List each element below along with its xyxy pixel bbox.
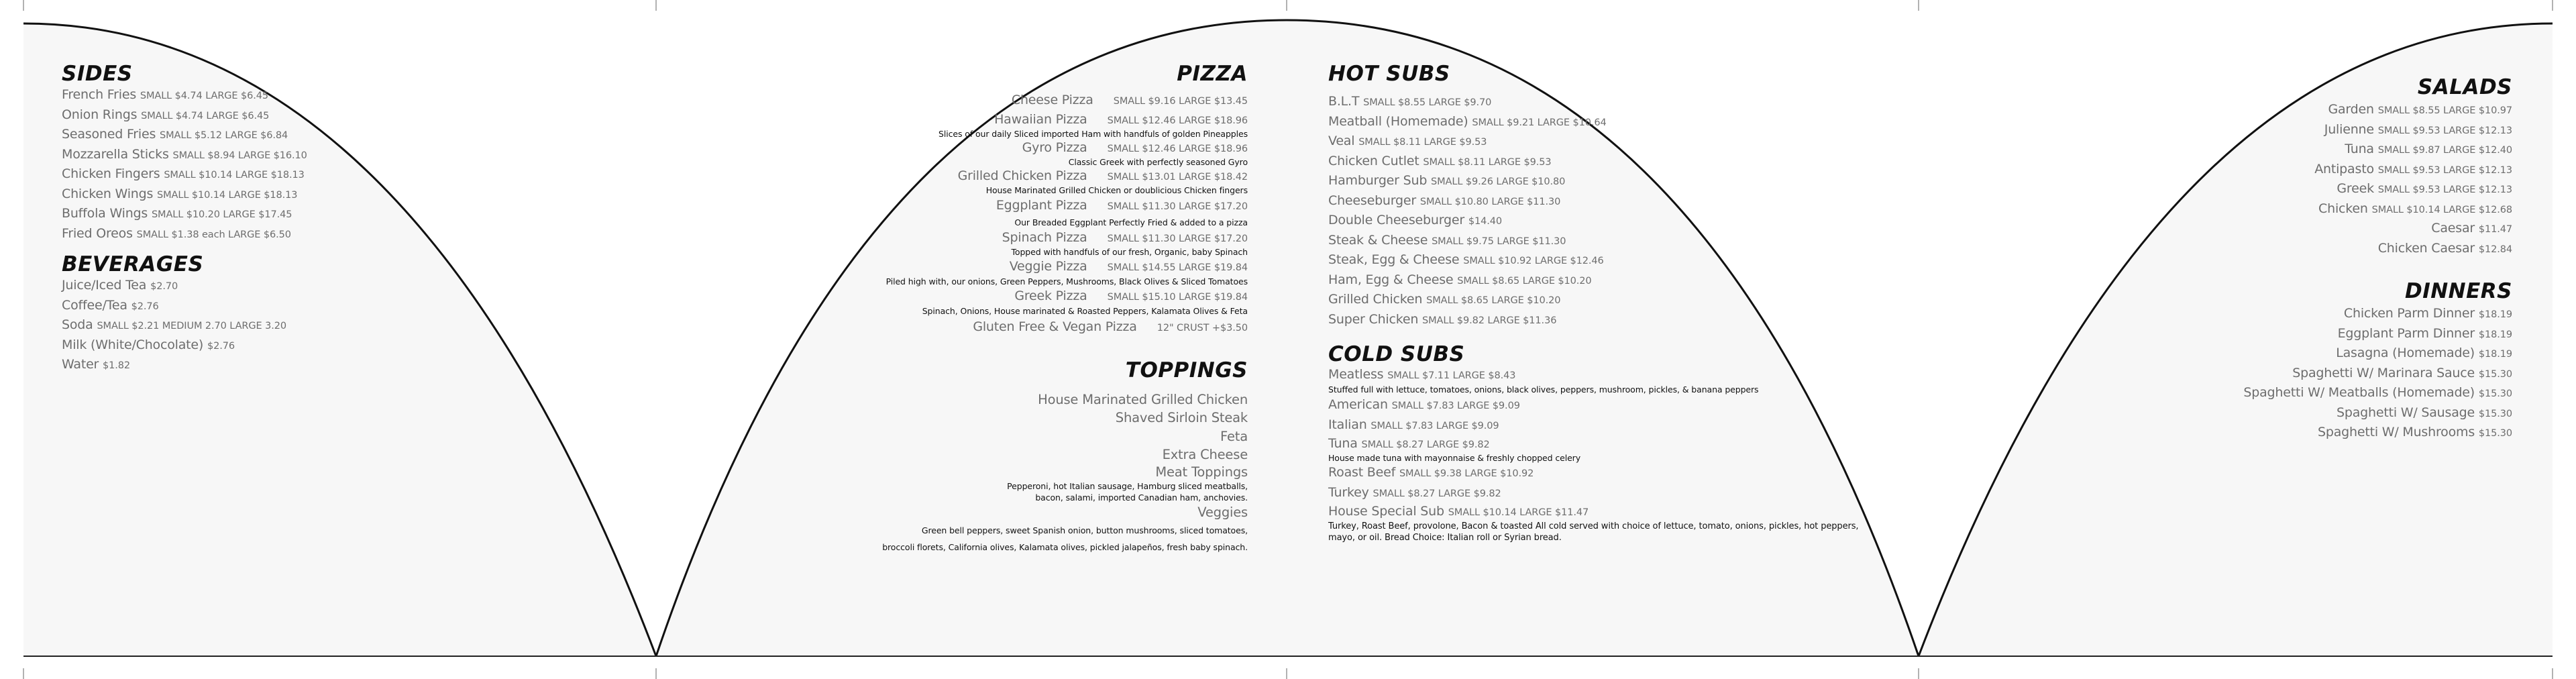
menu-item: Super Chicken SMALL $9.82 LARGE $11.36: [1328, 311, 1557, 327]
salads-heading: SALADS: [2417, 75, 2512, 99]
subs-section: [1328, 62, 1878, 543]
item-description: Our Breaded Eggplant Perfectly Fried & added to a pizza: [1014, 217, 1248, 227]
menu-item: Garden SMALL $8.55 LARGE $10.97: [2328, 102, 2512, 117]
menu-item: Soda SMALL $2.21 MEDIUM 2.70 LARGE 3.20: [62, 317, 286, 332]
item-description: Classic Greek with perfectly seasoned Gyro: [1068, 156, 1248, 167]
item-description: Stuffed full with lettuce, tomatoes, onions, black olives, peppers, mushroom, pickles, & banana peppers: [1328, 384, 1759, 395]
menu-item: Grilled Chicken Pizza SMALL $13.01 LARGE $18.42: [957, 168, 1248, 183]
item-description: House Marinated Grilled Chicken or doublicious Chicken fingers: [985, 185, 1248, 195]
sides-list: [62, 86, 307, 244]
menu-item: Roast Beef SMALL $9.38 LARGE $10.92: [1328, 465, 1534, 480]
menu-item: Chicken Cutlet SMALL $8.11 LARGE $9.53: [1328, 153, 1552, 168]
salads-section: [2083, 75, 2512, 443]
menu-item: Meatball (Homemade) SMALL $9.21 LARGE $10.64: [1328, 113, 1607, 129]
menu-item: Antipasto SMALL $9.53 LARGE $12.13: [2314, 161, 2512, 176]
item-description: Slices of our daily Sliced imported Ham with handfuls of golden Pineapples: [938, 128, 1248, 139]
menu-item: Spaghetti W/ Meatballs (Homemade) $15.30: [2243, 385, 2512, 400]
menu-item: Spaghetti W/ Sausage $15.30: [2336, 405, 2512, 420]
topping-description: Green bell peppers, sweet Spanish onion, button mushrooms, sliced tomatoes, broccoli florets, California olives, Kalamata olives, pickled jalapeños, fresh baby spinach.: [882, 525, 1248, 552]
menu-item: Turkey SMALL $8.27 LARGE $9.82: [1328, 484, 1501, 500]
menu-item: Fried Oreos SMALL $1.38 each LARGE $6.50: [62, 225, 291, 241]
item-description: Topped with handfuls of our fresh, Organic, baby Spinach: [1011, 246, 1248, 257]
menu-item: Italian SMALL $7.83 LARGE $9.09: [1328, 417, 1499, 432]
beverages-list: [62, 276, 307, 376]
menu-item: House Special Sub SMALL $10.14 LARGE $11.47: [1328, 504, 1589, 519]
cold-subs-footnote: Turkey, Roast Beef, provolone, Bacon & toasted All cold served with choice of lettuce, tomato, onions, pickles, hot peppers, mayo, or oil. Bread Choice: Italian roll or Syrian bread.: [1328, 521, 1859, 543]
topping-item: Shaved Sirloin Steak: [1115, 410, 1248, 425]
menu-item: Greek SMALL $9.53 LARGE $12.13: [2337, 181, 2512, 196]
menu-item: Double Cheeseburger $14.40: [1328, 213, 1502, 227]
menu-item: Tuna SMALL $8.27 LARGE $9.82: [1328, 436, 1490, 451]
menu-item: Mozzarella Sticks SMALL $8.94 LARGE $16.10: [62, 146, 307, 162]
item-description: House made tuna with mayonnaise & freshly chopped celery: [1328, 453, 1581, 463]
sides-section: [62, 62, 307, 376]
pizza-section: [751, 62, 1248, 556]
hot-subs-heading: HOT SUBS: [1328, 62, 1450, 86]
topping-description: Pepperoni, hot Italian sausage, Hamburg sliced meatballs, bacon, salami, imported Canadian ham, anchovies.: [1007, 480, 1248, 503]
menu-item: Gluten Free & Vegan Pizza 12" CRUST +$3.50: [973, 319, 1248, 334]
sides-heading: SIDES: [62, 62, 133, 86]
menu-item: Cheeseburger SMALL $10.80 LARGE $11.30: [1328, 193, 1561, 208]
menu-item: Milk (White/Chocolate) $2.76: [62, 337, 235, 352]
menu-item: Hamburger Sub SMALL $9.26 LARGE $10.80: [1328, 173, 1566, 188]
menu-item: Meatless SMALL $7.11 LARGE $8.43: [1328, 367, 1516, 382]
dinners-heading: DINNERS: [2404, 279, 2512, 303]
menu-item: Hawaiian Pizza SMALL $12.46 LARGE $18.96: [994, 111, 1248, 127]
menu-item: Buffola Wings SMALL $10.20 LARGE $17.45: [62, 206, 292, 221]
menu-item: Gyro Pizza SMALL $12.46 LARGE $18.96: [1022, 140, 1248, 155]
menu-item: B.L.T SMALL $8.55 LARGE $9.70: [1328, 94, 1492, 109]
menu-item: Ham, Egg & Cheese SMALL $8.65 LARGE $10.20: [1328, 272, 1592, 287]
menu-item: Julienne SMALL $9.53 LARGE $12.13: [2324, 121, 2512, 137]
menu-item: Chicken SMALL $10.14 LARGE $12.68: [2318, 201, 2512, 216]
menu-item: Chicken Caesar $12.84: [2377, 240, 2512, 256]
item-description: Piled high with, our onions, Green Peppers, Mushrooms, Black Olives & Sliced Tomatoes: [885, 276, 1248, 286]
menu-item: Eggplant Parm Dinner $18.19: [2337, 325, 2512, 341]
toppings-heading: TOPPINGS: [1125, 358, 1248, 382]
menu-item: American SMALL $7.83 LARGE $9.09: [1328, 397, 1520, 412]
menu-item: Veal SMALL $8.11 LARGE $9.53: [1328, 134, 1487, 148]
menu-item: Coffee/Tea $2.76: [62, 297, 159, 313]
menu-item: Veggie Pizza SMALL $14.55 LARGE $19.84: [1009, 258, 1248, 274]
menu-item: Lasagna (Homemade) $18.19: [2336, 346, 2512, 360]
menu-item: Juice/Iced Tea $2.70: [62, 278, 178, 293]
beverages-heading: BEVERAGES: [62, 252, 204, 276]
menu-item: Water $1.82: [62, 357, 131, 372]
topping-item: Meat Toppings: [1155, 464, 1248, 480]
menu-item: Spinach Pizza SMALL $11.30 LARGE $17.20: [1002, 229, 1248, 245]
topping-item: Feta: [1220, 428, 1248, 444]
menu-item: Grilled Chicken SMALL $8.65 LARGE $10.20: [1328, 292, 1561, 307]
topping-item: House Marinated Grilled Chicken: [1038, 391, 1248, 407]
menu-item: Spaghetti W/ Marinara Sauce $15.30: [2292, 365, 2512, 380]
menu-item: Spaghetti W/ Mushrooms $15.30: [2317, 425, 2512, 439]
cold-subs-heading: COLD SUBS: [1328, 342, 1465, 366]
menu-item: Cheese Pizza SMALL $9.16 LARGE $13.45: [1011, 93, 1248, 107]
item-description: Spinach, Onions, House marinated & Roasted Peppers, Kalamata Olives & Feta: [922, 305, 1248, 316]
menu-item: Steak & Cheese SMALL $9.75 LARGE $11.30: [1328, 232, 1566, 248]
menu-item: Chicken Fingers SMALL $10.14 LARGE $18.13: [62, 166, 305, 181]
topping-item: Veggies: [1197, 504, 1248, 520]
pizza-heading: PIZZA: [1177, 62, 1248, 86]
menu-item: Eggplant Pizza SMALL $11.30 LARGE $17.20: [996, 197, 1248, 213]
topping-item: Extra Cheese: [1162, 447, 1248, 462]
menu-item: Seasoned Fries SMALL $5.12 LARGE $6.84: [62, 127, 288, 142]
menu-item: Steak, Egg & Cheese SMALL $10.92 LARGE $12.46: [1328, 252, 1604, 267]
menu-item: Caesar $11.47: [2431, 221, 2512, 236]
menu-item: Tuna SMALL $9.87 LARGE $12.40: [2345, 142, 2512, 156]
menu-item: Chicken Wings SMALL $10.14 LARGE $18.13: [62, 186, 298, 201]
menu-item: Chicken Parm Dinner $18.19: [2343, 306, 2512, 321]
menu-item: Onion Rings SMALL $4.74 LARGE $6.45: [62, 107, 270, 122]
menu-item: French Fries SMALL $4.74 LARGE $6.45: [62, 87, 269, 102]
menu-item: Greek Pizza SMALL $15.10 LARGE $19.84: [1014, 288, 1248, 303]
